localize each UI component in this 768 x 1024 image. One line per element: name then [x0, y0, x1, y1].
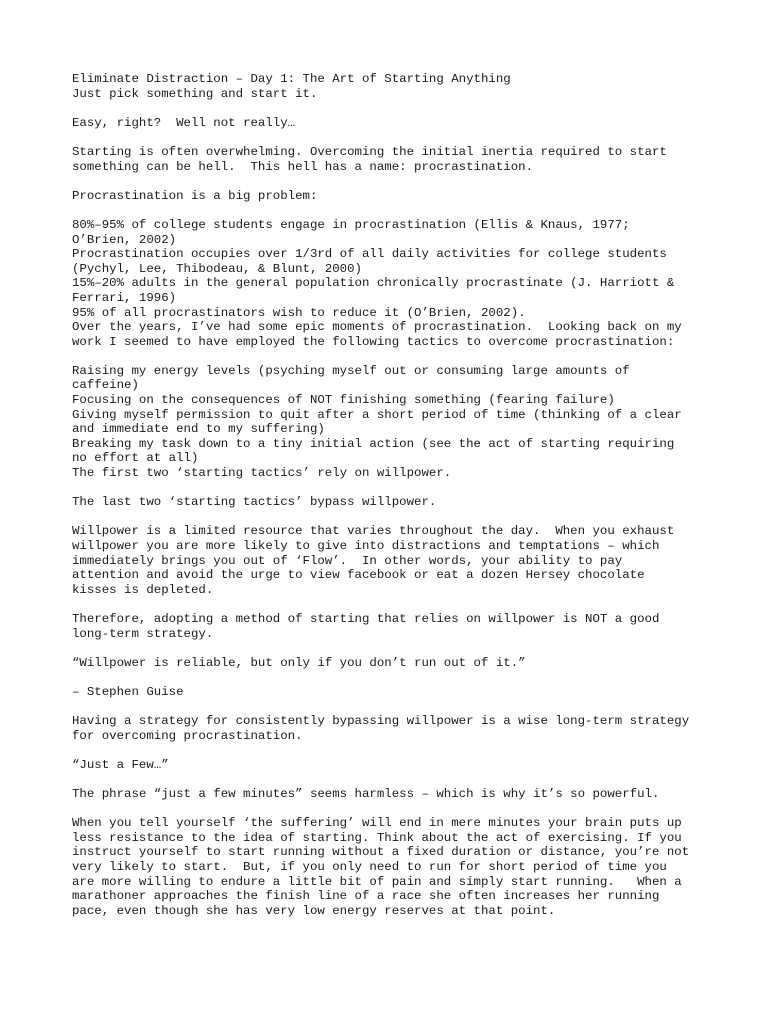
document-line: something can be hell. This hell has a name: procrastination. [72, 159, 534, 174]
document-line: The phrase “just a few minutes” seems harmless – which is why it’s so powerful. [72, 787, 660, 802]
document-line: no effort at all) [72, 451, 199, 466]
document-line: less resistance to the idea of starting. Think about the act of exercising. If you [72, 830, 682, 845]
document-line: Procrastination occupies over 1/3rd of all daily activities for college students [72, 247, 667, 262]
document-line: for overcoming procrastination. [72, 728, 303, 743]
document-line: caffeine) [72, 378, 139, 393]
document-line: The first two ‘starting tactics’ rely on willpower. [72, 466, 452, 481]
document-line: attention and avoid the urge to view facebook or eat a dozen Hersey chocolate [72, 568, 645, 583]
document-line [72, 481, 712, 496]
document-line: Therefore, adopting a method of starting that relies on willpower is NOT a good [72, 611, 660, 626]
document-line: Breaking my task down to a tiny initial action (see the act of starting requiring [72, 436, 675, 451]
document-line: are more willing to endure a little bit of pain and simply start running. When a [72, 874, 682, 889]
document-line: very likely to start. But, if you only need to run for short period of time you [72, 860, 667, 875]
document-line: Giving myself permission to quit after a short period of time (thinking of a clear [72, 407, 682, 422]
document-page [72, 72, 712, 918]
document-line: Focusing on the consequences of NOT finishing something (fearing failure) [72, 393, 615, 408]
document-line: and immediate end to my suffering) [72, 422, 325, 437]
document-line: 15%–20% adults in the general population chronically procrastinate (J. Harriott & [72, 276, 675, 291]
document-line [72, 670, 712, 685]
document-line [72, 349, 712, 364]
document-line: – Stephen Guise [72, 684, 184, 699]
document-line: Procrastination is a big problem: [72, 188, 318, 203]
document-line: When you tell yourself ‘the suffering’ will end in mere minutes your brain puts up [72, 816, 682, 831]
document-line: Raising my energy levels (psyching myself out or consuming large amounts of [72, 363, 630, 378]
document-line: immediately brings you out of ‘Flow’. In other words, your ability to pay [72, 553, 623, 568]
document-line: work I seemed to have employed the following tactics to overcome procrastination: [72, 334, 675, 349]
document-line [72, 641, 712, 656]
document-line [72, 101, 712, 116]
document-line: 95% of all procrastinators wish to reduce it (O’Brien, 2002). [72, 305, 526, 320]
document-line: (Pychyl, Lee, Thibodeau, & Blunt, 2000) [72, 261, 362, 276]
document-line: Having a strategy for consistently bypassing willpower is a wise long-term strategy [72, 714, 690, 729]
document-line: “Just a Few…” [72, 757, 169, 772]
document-line: Over the years, I’ve had some epic moments of procrastination. Looking back on my [72, 320, 682, 335]
document-line: Eliminate Distraction – Day 1: The Art of Starting Anything [72, 72, 511, 86]
document-line [72, 597, 712, 612]
document-line: marathoner approaches the finish line of a race she often increases her running [72, 889, 660, 904]
document-line: Starting is often overwhelming. Overcoming the initial inertia required to start [72, 144, 667, 159]
document-line: The last two ‘starting tactics’ bypass willpower. [72, 495, 437, 510]
document-line: pace, even though she has very low energy reserves at that point. [72, 903, 556, 918]
document-line [72, 743, 712, 758]
document-line [72, 130, 712, 145]
document-line: O’Brien, 2002) [72, 232, 177, 247]
document-line [72, 802, 712, 817]
document-line: kisses is depleted. [72, 582, 214, 597]
document-line: Ferrari, 1996) [72, 290, 177, 305]
document-line [72, 203, 712, 218]
document-line: Easy, right? Well not really… [72, 115, 296, 130]
document-line [72, 510, 712, 525]
document-line: long-term strategy. [72, 626, 214, 641]
document-line [72, 700, 712, 715]
document-line: “Willpower is reliable, but only if you don’t run out of it.” [72, 655, 526, 670]
document-line: instruct yourself to start running without a fixed duration or distance, you’re not [72, 845, 690, 860]
document-line: Willpower is a limited resource that varies throughout the day. When you exhaust [72, 524, 675, 539]
document-line [72, 773, 712, 788]
document-line [72, 174, 712, 189]
document-line: 80%–95% of college students engage in procrastination (Ellis & Knaus, 1977; [72, 217, 630, 232]
document-line: willpower you are more likely to give into distractions and temptations – which [72, 539, 660, 553]
document-line: Just pick something and start it. [72, 86, 318, 101]
